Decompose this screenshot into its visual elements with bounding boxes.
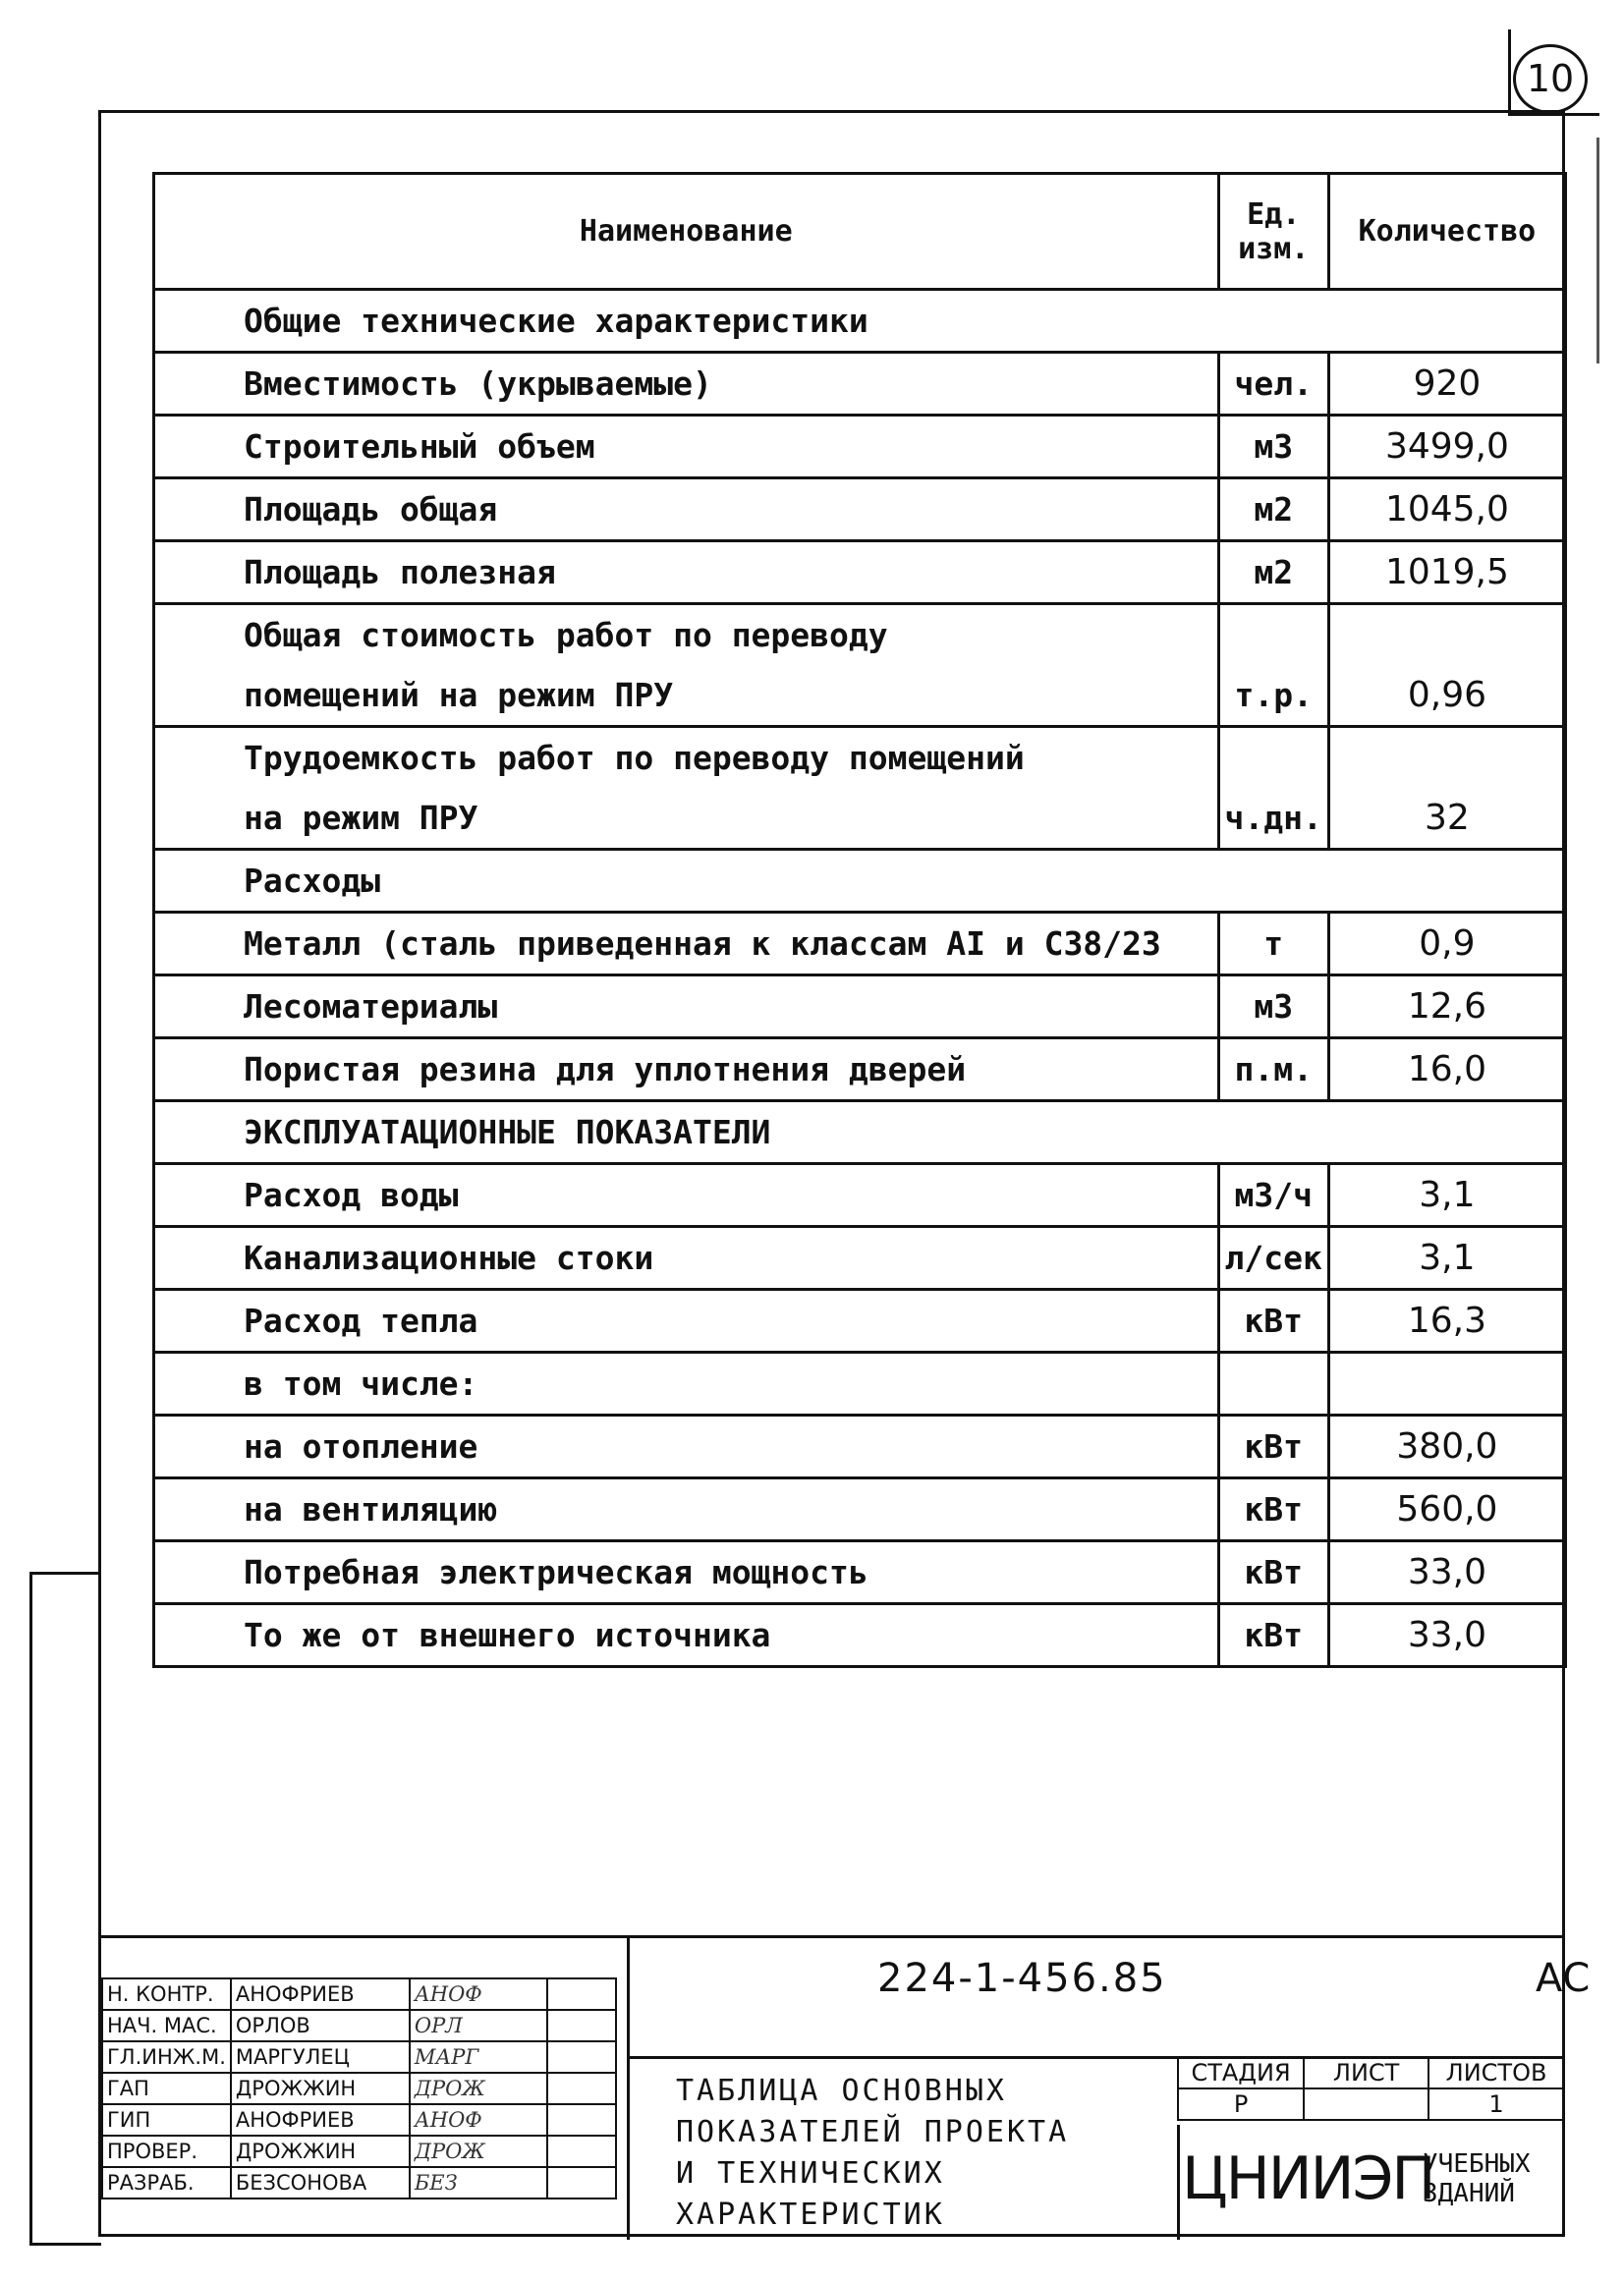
section-title: Общие технические характеристики (154, 290, 1566, 353)
row-qty: 32 (1328, 788, 1565, 850)
table-row (154, 353, 1566, 416)
row-unit (1218, 727, 1328, 789)
table-header-row (154, 174, 1566, 290)
signature-person: МАРГУЛЕЦ (231, 2041, 410, 2073)
table-row (154, 975, 1566, 1038)
signature-role: ГИП (102, 2104, 231, 2136)
row-name: Площадь общая (154, 478, 1219, 541)
signature-date (547, 2167, 616, 2199)
row-qty: 33,0 (1328, 1541, 1565, 1604)
section-row (154, 1101, 1566, 1164)
section-row (154, 850, 1566, 913)
row-name: Металл (сталь приведенная к классам AI и С38/23 (154, 913, 1219, 975)
row-name: на отопление (154, 1416, 1219, 1478)
title-line: ТАБЛИЦА ОСНОВНЫХ (676, 2074, 1007, 2108)
signature-person: ОРЛОВ (231, 2010, 410, 2041)
row-unit: кВт (1218, 1604, 1328, 1667)
signature-handwritten: ДРОЖ (410, 2136, 547, 2167)
row-name: Расход тепла (154, 1290, 1219, 1353)
row-name: Потребная электрическая мощность (154, 1541, 1219, 1604)
row-qty: 3,1 (1328, 1164, 1565, 1227)
signature-date (547, 1978, 616, 2010)
title-line: ПОКАЗАТЕЛЕЙ ПРОЕКТА (676, 2115, 1070, 2149)
row-qty: 0,9 (1328, 913, 1565, 975)
title-line: И ТЕХНИЧЕСКИХ (676, 2156, 945, 2191)
row-name: в том числе: (154, 1353, 1219, 1416)
row-unit: м3 (1218, 416, 1328, 478)
row-name: Площадь полезная (154, 541, 1219, 604)
section-row (154, 290, 1566, 353)
signature-role: ПРОВЕР. (102, 2136, 231, 2167)
organization-subtitle (1423, 2149, 1531, 2208)
row-unit: кВт (1218, 1541, 1328, 1604)
table-row (154, 416, 1566, 478)
document-code: 224-1-456.85 (877, 1956, 1167, 2001)
signature-person: ДРОЖЖИН (231, 2136, 410, 2167)
signature-person: АНОФРИЕВ (231, 2104, 410, 2136)
row-unit: м3 (1218, 975, 1328, 1038)
signature-handwritten: ОРЛ (410, 2010, 547, 2041)
row-qty: 3,1 (1328, 1227, 1565, 1290)
table-row (154, 1038, 1566, 1101)
row-unit: т (1218, 913, 1328, 975)
sheet-number: 10 (1513, 44, 1588, 114)
row-qty (1328, 604, 1565, 666)
title-line: ХАРАКТЕРИСТИК (676, 2198, 945, 2232)
row-unit: л/сек (1218, 1227, 1328, 1290)
signature-date (547, 2136, 616, 2167)
row-unit: чел. (1218, 353, 1328, 416)
signature-row (102, 2010, 616, 2041)
header-qty: Количество (1328, 174, 1565, 290)
row-unit: т.р. (1218, 665, 1328, 727)
org-subtitle-line: УЧЕБНЫХ (1423, 2149, 1531, 2179)
signatures-table (101, 1977, 617, 2199)
table-row (154, 1227, 1566, 1290)
organization-name: ЦНИИЭП (1182, 2144, 1434, 2213)
signature-role: Н. КОНТР. (102, 1978, 231, 2010)
table-row (154, 1416, 1566, 1478)
signature-person: ДРОЖЖИН (231, 2073, 410, 2104)
row-qty: 920 (1328, 353, 1565, 416)
signature-row (102, 2167, 616, 2199)
row-name: Канализационные стоки (154, 1227, 1219, 1290)
signature-date (547, 2104, 616, 2136)
signature-date (547, 2010, 616, 2041)
signature-row (102, 2104, 616, 2136)
row-unit (1218, 1353, 1328, 1416)
table-row (154, 1164, 1566, 1227)
indicators-table (152, 172, 1567, 1668)
row-name: То же от внешнего источника (154, 1604, 1219, 1667)
signature-role: ГАП (102, 2073, 231, 2104)
stage-header: СТАДИЯ (1178, 2057, 1304, 2088)
row-qty: 560,0 (1328, 1478, 1565, 1541)
title-block (101, 1935, 1591, 2240)
row-unit: ч.дн. (1218, 788, 1328, 850)
row-unit: кВт (1218, 1478, 1328, 1541)
row-name: Общая стоимость работ по переводу (154, 604, 1219, 666)
signature-role: НАЧ. МАС. (102, 2010, 231, 2041)
signature-date (547, 2041, 616, 2073)
document-mark: АС (1536, 1956, 1591, 2001)
row-qty: 380,0 (1328, 1416, 1565, 1478)
section-title: ЭКСПЛУАТАЦИОННЫЕ ПОКАЗАТЕЛИ (154, 1101, 1566, 1164)
row-unit: м2 (1218, 541, 1328, 604)
table-row (154, 913, 1566, 975)
row-name: на режим ПРУ (154, 788, 1219, 850)
row-qty: 1045,0 (1328, 478, 1565, 541)
table-row (154, 788, 1566, 850)
section-title: Расходы (154, 850, 1566, 913)
header-unit: Ед. изм. (1218, 174, 1328, 290)
row-name: помещений на режим ПРУ (154, 665, 1219, 727)
signature-role: ГЛ.ИНЖ.М. (102, 2041, 231, 2073)
edge-mark (1596, 138, 1599, 363)
row-qty: 1019,5 (1328, 541, 1565, 604)
signature-handwritten: МАРГ (410, 2041, 547, 2073)
signature-row (102, 2041, 616, 2073)
table-row (154, 604, 1566, 666)
signature-row (102, 1978, 616, 2010)
table-row (154, 1353, 1566, 1416)
row-name: Лесоматериалы (154, 975, 1219, 1038)
table-row (154, 1541, 1566, 1604)
row-unit: м3/ч (1218, 1164, 1328, 1227)
row-name: Расход воды (154, 1164, 1219, 1227)
row-qty: 16,0 (1328, 1038, 1565, 1101)
row-name: Трудоемкость работ по переводу помещений (154, 727, 1219, 789)
row-qty: 12,6 (1328, 975, 1565, 1038)
side-strip (29, 1572, 101, 2246)
row-name: Пористая резина для уплотнения дверей (154, 1038, 1219, 1101)
table-row (154, 1604, 1566, 1667)
sheets-value: 1 (1428, 2088, 1564, 2120)
signature-date (547, 2073, 616, 2104)
signature-handwritten: АНОФ (410, 1978, 547, 2010)
signature-role: РАЗРАБ. (102, 2167, 231, 2199)
table-row (154, 541, 1566, 604)
sheet-header: ЛИСТ (1304, 2057, 1428, 2088)
sheet-value (1304, 2088, 1428, 2120)
sheets-header: ЛИСТОВ (1428, 2057, 1564, 2088)
table-row (154, 665, 1566, 727)
row-qty (1328, 1353, 1565, 1416)
signature-row (102, 2073, 616, 2104)
row-name: Строительный объем (154, 416, 1219, 478)
header-name: Наименование (154, 174, 1219, 290)
row-qty: 16,3 (1328, 1290, 1565, 1353)
row-name: на вентиляцию (154, 1478, 1219, 1541)
org-subtitle-line: ЗДАНИЙ (1423, 2179, 1515, 2208)
table-row (154, 478, 1566, 541)
table-row (154, 1290, 1566, 1353)
signature-person: БЕЗСОНОВА (231, 2167, 410, 2199)
signature-row (102, 2136, 616, 2167)
row-unit: кВт (1218, 1416, 1328, 1478)
row-unit (1218, 604, 1328, 666)
drawing-title (676, 2071, 1069, 2236)
row-qty: 3499,0 (1328, 416, 1565, 478)
stamp-divider (627, 1938, 630, 2240)
row-name: Вместимость (укрываемые) (154, 353, 1219, 416)
row-qty: 0,96 (1328, 665, 1565, 727)
table-row (154, 1478, 1566, 1541)
row-unit: м2 (1218, 478, 1328, 541)
signature-handwritten: АНОФ (410, 2104, 547, 2136)
table-row (154, 727, 1566, 789)
stage-sheet-table (1177, 2056, 1565, 2121)
signature-person: АНОФРИЕВ (231, 1978, 410, 2010)
frame-top (98, 110, 1565, 113)
stage-value: Р (1178, 2088, 1304, 2120)
row-qty (1328, 727, 1565, 789)
row-unit: п.м. (1218, 1038, 1328, 1101)
signature-handwritten: ДРОЖ (410, 2073, 547, 2104)
row-unit: кВт (1218, 1290, 1328, 1353)
signature-handwritten: БЕЗ (410, 2167, 547, 2199)
row-qty: 33,0 (1328, 1604, 1565, 1667)
